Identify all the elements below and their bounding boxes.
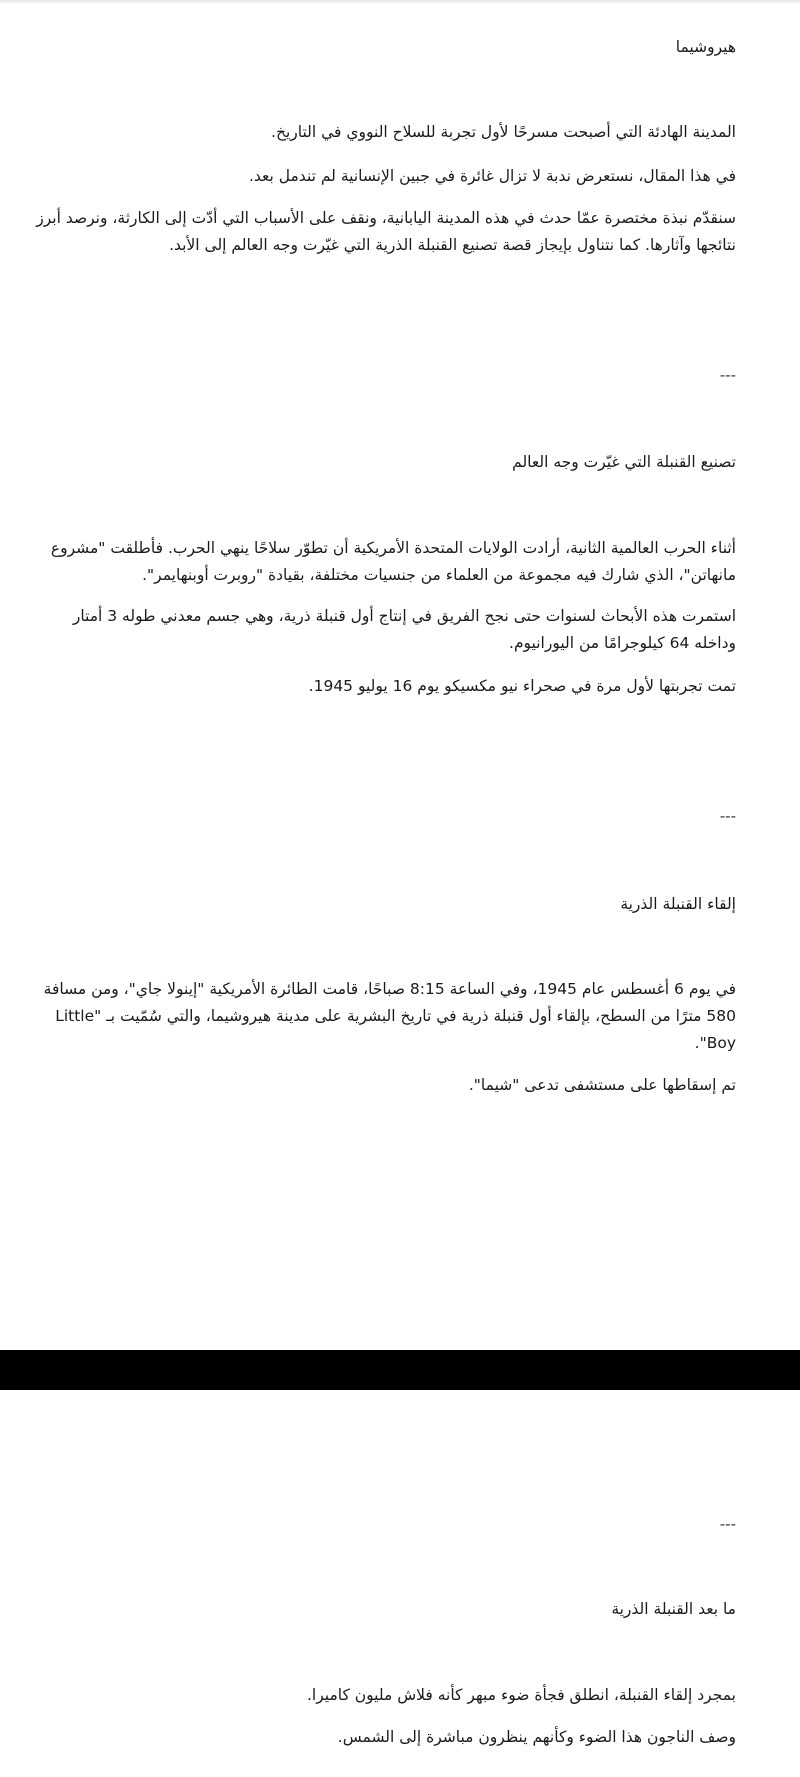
separator-3: --- xyxy=(719,1515,736,1533)
section3-block-2 xyxy=(30,1724,736,1751)
page-break-bar xyxy=(0,1350,800,1390)
section1-heading-block xyxy=(30,451,736,473)
top-edge-shadow xyxy=(0,0,800,4)
intro-block-3 xyxy=(30,205,736,259)
section1-paragraph-1: أثناء الحرب العالمية الثانية، أرادت الولايات المتحدة الأمريكية أن تطوّر سلاحًا ينهي الحرب. فأطلقت "مشروع مانهاتن"، الذي شارك فيه مجموعة من العلماء من جنسيات مختلفة، بقيادة "روبرت أوبنهايمر". xyxy=(50,539,736,584)
section2-block-1 xyxy=(30,976,736,1057)
section2-paragraph-2: تم إسقاطها على مستشفى تدعى "شيما". xyxy=(468,1076,736,1094)
section2-heading: إلقاء القنبلة الذرية xyxy=(620,895,736,913)
intro-paragraph-3: سنقدّم نبذة مختصرة عمّا حدث في هذه المدينة اليابانية، ونقف على الأسباب التي أدّت إلى الكارثة، ونرصد أبرز نتائجها وآثارها. كما نتناول بإيجاز قصة تصنيع القنبلة الذرية التي غيّرت وجه العالم إلى الأبد. xyxy=(36,209,736,254)
separator-1: --- xyxy=(719,366,736,384)
section2-heading-block xyxy=(30,893,736,915)
section3-block-1 xyxy=(30,1682,736,1709)
intro-block xyxy=(30,119,736,146)
section2-block-2 xyxy=(30,1072,736,1099)
section3-paragraph-1: بمجرد إلقاء القنبلة، انطلق فجأة ضوء مبهر كأنه فلاش مليون كاميرا. xyxy=(306,1686,736,1704)
intro-paragraph-1: المدينة الهادئة التي أصبحت مسرحًا لأول تجربة للسلاح النووي في التاريخ. xyxy=(271,123,736,141)
section1-heading: تصنيع القنبلة التي غيّرت وجه العالم xyxy=(512,453,736,471)
section3-heading: ما بعد القنبلة الذرية xyxy=(611,1600,736,1618)
intro-block-2 xyxy=(30,163,736,190)
section3-heading-block xyxy=(30,1598,736,1620)
section2-paragraph-1: في يوم 6 أغسطس عام 1945، وفي الساعة 8:15 صباحًا، قامت الطائرة الأمريكية "إينولا جاي"، ومن مسافة 580 مترًا من السطح، بإلقاء أول قنبلة ذرية في تاريخ البشرية على مدينة هيروشيما، والتي سُمّيت بـ "Little Boy". xyxy=(43,980,736,1052)
section1-paragraph-3: تمت تجربتها لأول مرة في صحراء نيو مكسيكو يوم 16 يوليو 1945. xyxy=(308,677,736,695)
title-block xyxy=(30,36,736,58)
section1-block-2 xyxy=(30,603,736,657)
section3-paragraph-2: وصف الناجون هذا الضوء وكأنهم ينظرون مباشرة إلى الشمس. xyxy=(337,1728,736,1746)
separator-2: --- xyxy=(719,807,736,825)
intro-paragraph-2: في هذا المقال، نستعرض ندبة لا تزال غائرة في جبين الإنسانية لم تندمل بعد. xyxy=(248,167,736,185)
section1-block-1 xyxy=(30,535,736,589)
document-title: هيروشيما xyxy=(675,38,736,56)
section1-block-3 xyxy=(30,673,736,700)
section1-paragraph-2: استمرت هذه الأبحاث لسنوات حتى نجح الفريق في إنتاج أول قنبلة ذرية، وهي جسم معدني طوله 3 أمتار وداخله 64 كيلوجرامًا من اليورانيوم. xyxy=(72,607,736,652)
